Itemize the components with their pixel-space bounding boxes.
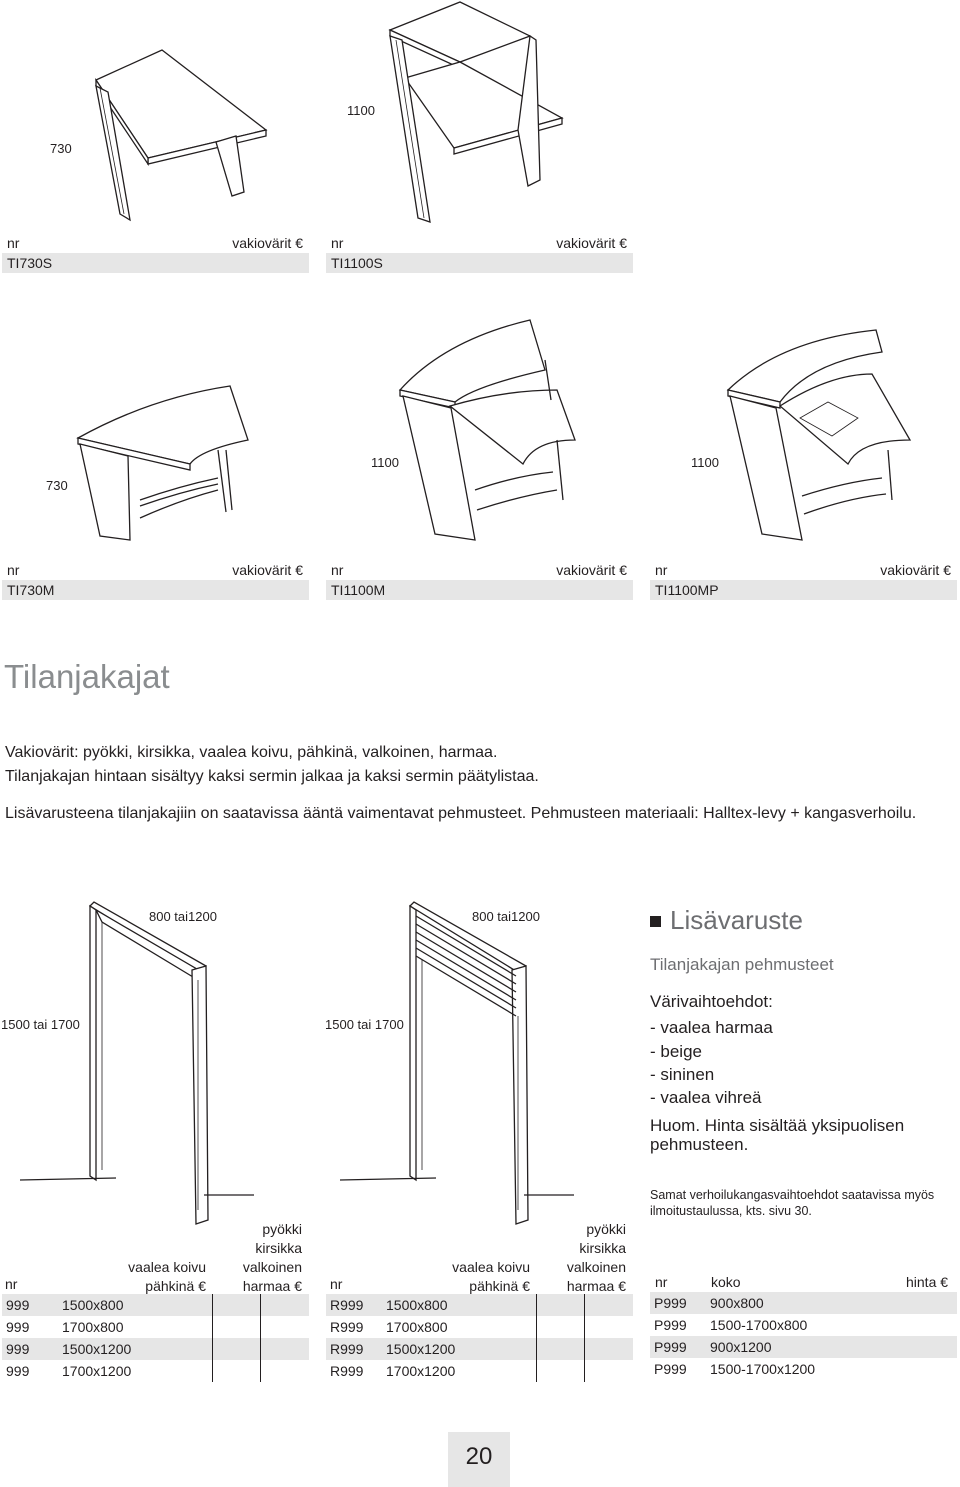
color-option: - vaalea harmaa [650, 1018, 773, 1037]
table-row: R999 1500x800 [326, 1294, 633, 1316]
table3-col-size: koko [711, 1274, 741, 1290]
code-row-ti1100mp [650, 580, 957, 600]
table-screen-plain [2, 1294, 309, 1382]
code-row-ti730s [2, 253, 309, 273]
accessory-note: Huom. Hinta sisältää yksipuolisen pehmusteen. [650, 1116, 905, 1154]
dim-1100-c: 1100 [691, 455, 719, 470]
desk-ti1100s-drawing [330, 0, 630, 230]
screen-plain-width-dim: 800 tai1200 [149, 909, 217, 924]
table-row: 999 1500x800 [2, 1294, 309, 1316]
square-bullet-icon [650, 916, 661, 927]
product-code: TI1100M [331, 582, 386, 598]
options-label: Värivaihtoehdot: [650, 992, 773, 1011]
table1-col4-head: pyökki kirsikka valkoinen harmaa € [242, 1221, 302, 1294]
table-row: R999 1500x1200 [326, 1338, 633, 1360]
price-label: vakiovärit € [232, 562, 303, 578]
nr-label: nr [7, 562, 20, 578]
screen-plain-height-dim: 1500 tai 1700 [1, 1017, 80, 1032]
desk-ti730m-drawing [0, 300, 300, 540]
code-row-ti1100m [326, 580, 633, 600]
table1-col-nr: nr [5, 1276, 18, 1292]
product-code: TI730S [7, 255, 53, 271]
nr-label: nr [655, 562, 668, 578]
para-standard-colors: Vakiovärit: pyökki, kirsikka, vaalea koivu, pähkinä, valkoinen, harmaa. [5, 744, 498, 761]
product-code: TI1100MP [655, 582, 719, 598]
table-padding [650, 1292, 957, 1380]
accessory-extra-note: Samat verhoilukangasvaihtoehdot saatavissa myös ilmoitustaulussa, kts. sivu 30. [650, 1188, 935, 1218]
nr-label: nr [331, 235, 344, 251]
nr-label: nr [331, 562, 344, 578]
table-row: 999 1700x1200 [2, 1360, 309, 1382]
color-option: - beige [650, 1042, 702, 1061]
price-label: vakiovärit € [232, 235, 303, 251]
color-option: - vaalea vihreä [650, 1088, 762, 1107]
price-label: vakiovärit € [880, 562, 951, 578]
table2-col-nr: nr [330, 1276, 343, 1292]
para-accessory: Lisävarusteena tilanjakajiin on saatavissa ääntä vaimentavat pehmusteet. Pehmusteen materiaali: Halltex-levy + kangasverhoilu. [5, 805, 917, 822]
dim-1100-b: 1100 [371, 455, 399, 470]
screen-ribbed-height-dim: 1500 tai 1700 [325, 1017, 404, 1032]
accessory-title: Lisävaruste [670, 905, 803, 935]
table-row: P999 900x800 [650, 1292, 957, 1314]
dim-730: 730 [50, 141, 72, 156]
desk-ti1100m-drawing [325, 300, 625, 540]
table-screen-ribbed [326, 1294, 633, 1382]
table-row: P999 1500-1700x800 [654, 1317, 808, 1333]
dim-1100-a: 1100 [347, 103, 375, 118]
product-code: TI730M [7, 582, 55, 598]
dim-730-b: 730 [46, 478, 68, 493]
screen-ribbed-drawing [320, 890, 640, 1220]
desk-ti730s-drawing [0, 0, 300, 230]
para-included: Tilanjakajan hintaan sisältyy kaksi sermin jalkaa ja kaksi sermin päätylistaa. [5, 768, 539, 785]
table-row: 999 1700x800 [2, 1316, 309, 1338]
price-label: vakiovärit € [556, 235, 627, 251]
table-row: P999 1500-1700x1200 [654, 1361, 816, 1377]
code-row-ti730m [2, 580, 309, 600]
accessory-subtitle: Tilanjakajan pehmusteet [650, 955, 834, 974]
price-label: vakiovärit € [556, 562, 627, 578]
table-row: 999 1500x1200 [2, 1338, 309, 1360]
nr-label: nr [7, 235, 20, 251]
screen-plain-drawing [0, 890, 320, 1220]
table3-col-nr: nr [655, 1274, 668, 1290]
table-row: R999 1700x1200 [326, 1360, 633, 1382]
table-row: R999 1700x800 [326, 1316, 633, 1338]
table2-col3-head: vaalea koivu pähkinä € [452, 1259, 530, 1294]
table2-col4-head: pyökki kirsikka valkoinen harmaa € [566, 1221, 626, 1294]
product-code: TI1100S [331, 255, 383, 271]
desk-ti1100mp-drawing [650, 300, 950, 540]
section-title: Tilanjakajat [4, 658, 170, 695]
screen-ribbed-width-dim: 800 tai1200 [472, 909, 540, 924]
table3-col-price: hinta € [906, 1274, 949, 1290]
code-row-ti1100s [326, 253, 633, 273]
page-number: 20 [448, 1432, 510, 1487]
color-option: - sininen [650, 1065, 715, 1084]
table1-col3-head: vaalea koivu pähkinä € [128, 1259, 206, 1294]
table-row: P999 900x1200 [650, 1336, 957, 1358]
